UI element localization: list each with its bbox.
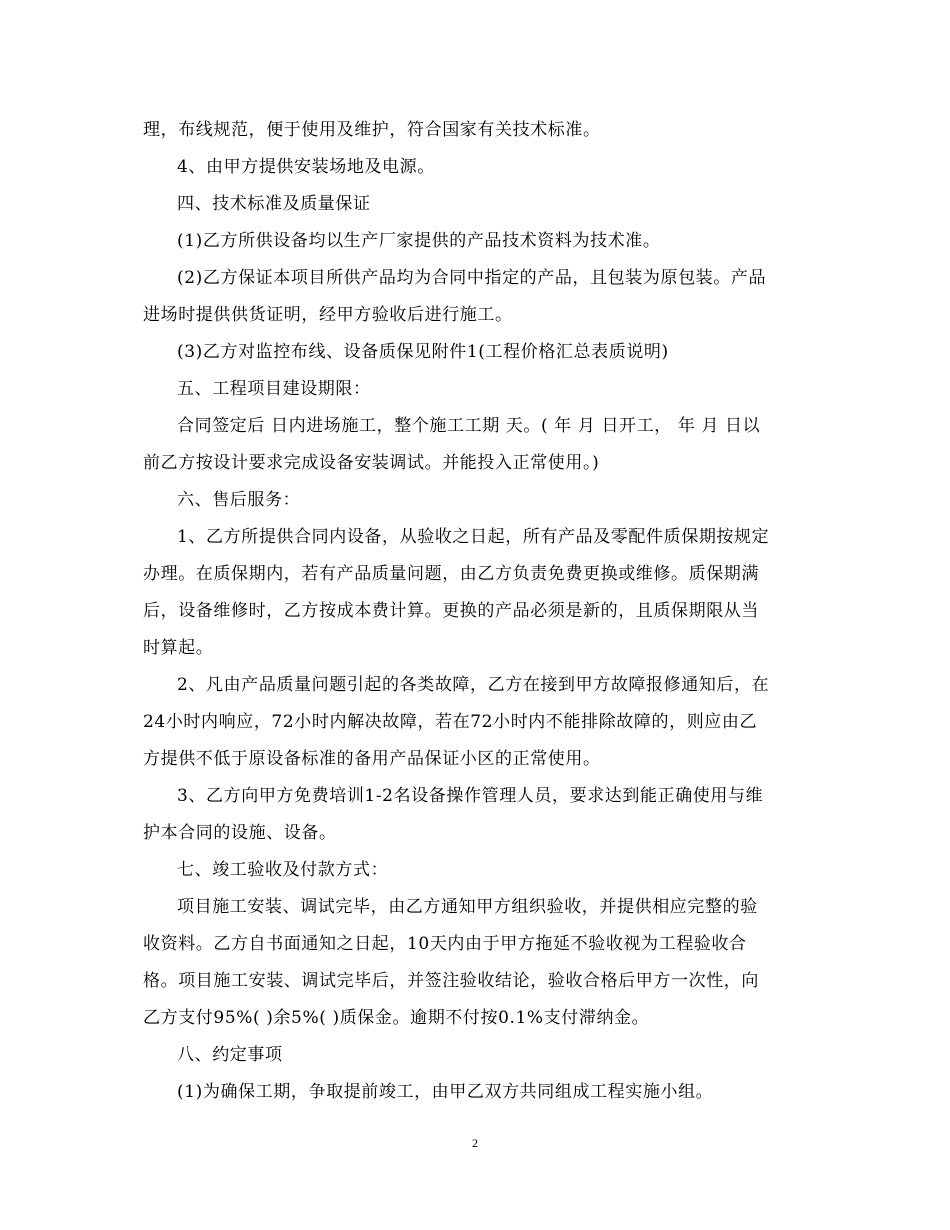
section-heading: 七、竣工验收及付款方式： <box>177 860 389 880</box>
text-line: 4、由甲方提供安装场地及电源。 <box>177 157 435 177</box>
text-line: 进场时提供供货证明，经甲方验收后进行施工。 <box>143 305 513 325</box>
text-line: (1)为确保工期，争取提前竣工，由甲乙双方共同组成工程实施小组。 <box>177 1082 714 1102</box>
text-line: 护本合同的设施、设备。 <box>143 823 337 843</box>
text-line: 前乙方按设计要求完成设备安装调试。并能投入正常使用。) <box>143 453 600 473</box>
text-line: 项目施工安装、调试完毕，由乙方通知甲方组织验收，并提供相应完整的验 <box>177 897 758 917</box>
text-line: (2)乙方保证本项目所供产品均为合同中指定的产品，且包装为原包装。产品 <box>177 268 767 288</box>
text-line: 方提供不低于原设备标准的备用产品保证小区的正常使用。 <box>143 749 601 769</box>
section-heading: 四、技术标准及质量保证 <box>177 194 371 214</box>
text-line: 24小时内响应，72小时内解决故障，若在72小时内不能排除故障的，则应由乙 <box>143 712 758 732</box>
text-line: 格。项目施工安装、调试完毕后，并签注验收结论，验收合格后甲方一次性，向 <box>143 971 759 991</box>
section-heading: 六、售后服务： <box>177 490 301 510</box>
text-line: 2、凡由产品质量问题引起的各类故障，乙方在接到甲方故障报修通知后，在 <box>177 675 770 695</box>
page-number: 2 <box>472 1136 478 1150</box>
text-line: 乙方支付95%( )余5%( )质保金。逾期不付按0.1%支付滞纳金。 <box>143 1008 650 1028</box>
text-line: 后，设备维修时，乙方按成本费计算。更换的产品必须是新的，且质保期限从当 <box>143 601 759 621</box>
text-line: 收资料。乙方自书面通知之日起，10天内由于甲方拖延不验收视为工程验收合 <box>143 934 747 954</box>
text-line: (3)乙方对监控布线、设备质保见附件1(工程价格汇总表质说明) <box>177 342 669 362</box>
text-line: 1、乙方所提供合同内设备，从验收之日起，所有产品及零配件质保期按规定 <box>177 527 770 547</box>
section-heading: 八、约定事项 <box>177 1045 283 1065</box>
text-line: 时算起。 <box>143 638 214 658</box>
text-line: 3、乙方向甲方免费培训1-2名设备操作管理人员，要求达到能正确使用与维 <box>177 786 764 806</box>
text-line: 理，布线规范，便于使用及维护，符合国家有关技术标准。 <box>143 120 601 140</box>
text-line: 办理。在质保期内，若有产品质量问题，由乙方负责免费更换或维修。质保期满 <box>143 564 759 584</box>
text-line: 合同签定后 日内进场施工，整个施工工期 天。( 年 月 日开工， 年 月 日以 <box>177 416 761 436</box>
section-heading: 五、工程项目建设期限： <box>177 379 371 399</box>
text-line: (1)乙方所供设备均以生产厂家提供的产品技术资料为技术准。 <box>177 231 661 251</box>
